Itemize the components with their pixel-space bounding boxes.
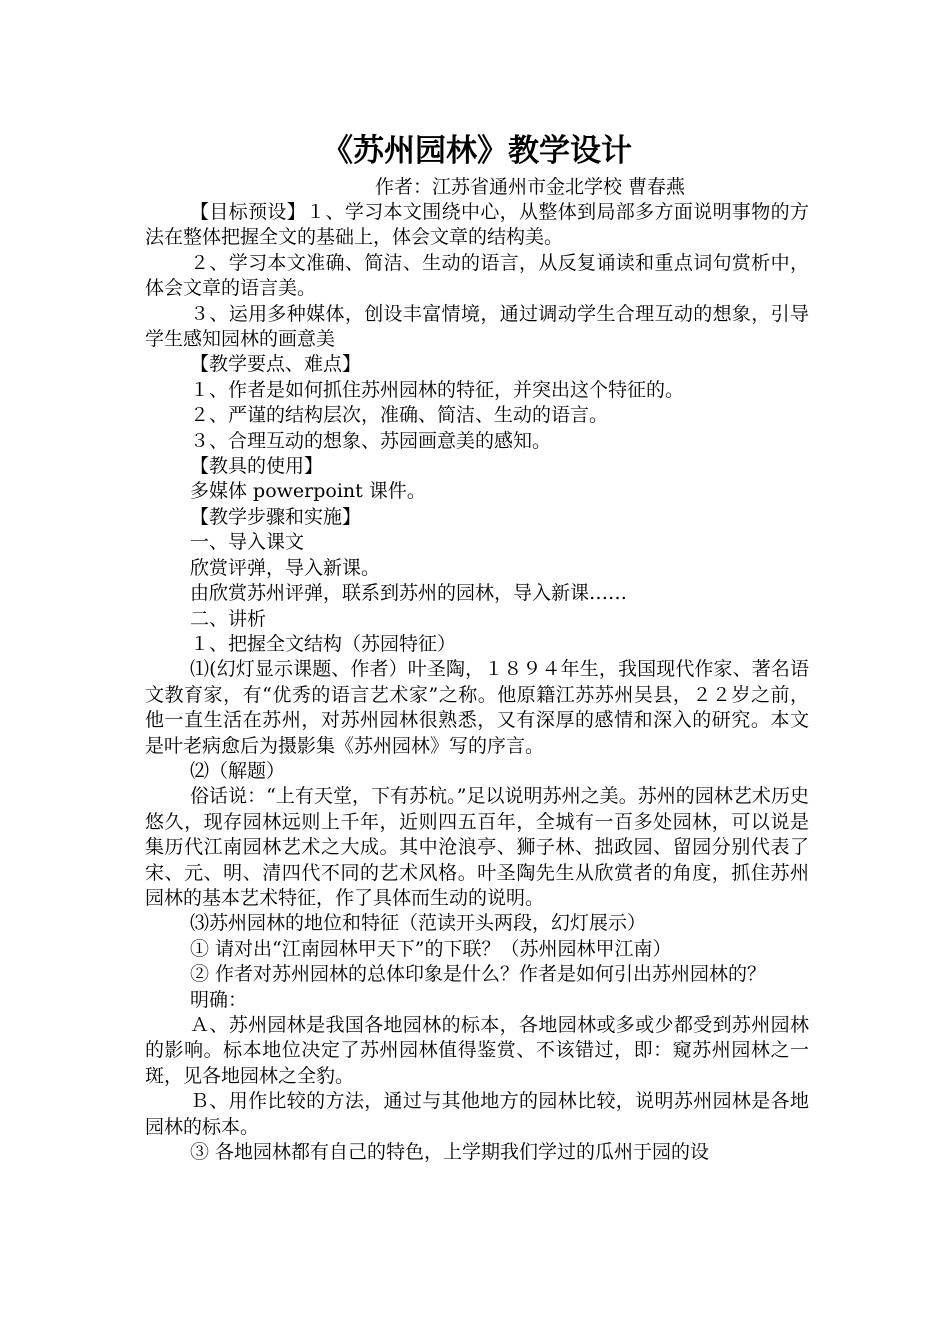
document-author: 作者：江苏省通州市金北学校 曹春燕 xyxy=(374,176,685,198)
paragraph: ② 作者对苏州园林的总体印象是什么？作者是如何引出苏州园林的？ xyxy=(190,963,767,986)
paragraph: ⑶苏州园林的地位和特征（范读开头两段，幻灯展示） xyxy=(190,912,647,935)
section-heading: 【教学要点、难点】 xyxy=(190,353,362,376)
document-title: 《苏州园林》教学设计 xyxy=(322,133,632,169)
paragraph: ① 请对出“江南园林甲天下”的下联？（苏州园林甲江南） xyxy=(190,937,672,960)
paragraph: 明确： xyxy=(190,988,248,1011)
paragraph: １、把握全文结构（苏园特征） xyxy=(190,632,457,655)
paragraph: 由欣赏苏州评弹，联系到苏州的园林，导入新课…… xyxy=(190,582,628,605)
paragraph: 二、讲析 xyxy=(190,607,267,630)
paragraph: ⑵（解题） xyxy=(190,759,286,782)
paragraph: Ａ、苏州园林是我国各地园林的标本，各地园林或多或少都受到苏州园林的影响。标本地位决定了苏州园林值得鉴赏、不该错过，即：窥苏州园林之一斑，见各地园林之全豹。 xyxy=(145,1014,809,1087)
section-heading: 【教具的使用】 xyxy=(190,455,324,478)
document-body xyxy=(145,200,809,1165)
paragraph: 多媒体 powerpoint 课件。 xyxy=(190,480,426,503)
paragraph: 一、导入课文 xyxy=(190,531,305,554)
paragraph: ３、合理互动的想象、苏园画意美的感知。 xyxy=(190,429,552,452)
section-heading: 【教学步骤和实施】 xyxy=(190,505,362,528)
paragraph: Ｂ、用作比较的方法，通过与其他地方的园林比较，说明苏州园林是各地园林的标本。 xyxy=(145,1090,809,1138)
paragraph: ２、学习本文准确、简洁、生动的语言，从反复诵读和重点词句赏析中，体会文章的语言美。 xyxy=(145,251,809,300)
paragraph: ⑴(幻灯显示课题、作者）叶圣陶，１８９４年生，我国现代作家、著名语文教育家，有“优秀的语言艺术家”之称。他原籍江苏苏州吴县，２２岁之前，他一直生活在苏州，对苏州园林很熟悉，又有深厚的感情和深入的研究。本文是叶老病愈后为摄影集《苏州园林》写的序言。 xyxy=(145,658,809,757)
paragraph: 【目标预设】１、学习本文围绕中心，从整体到局部多方面说明事物的方法在整体把握全文的基础上，体会文章的结构美。 xyxy=(145,201,809,249)
paragraph: ③ 各地园林都有自己的特色，上学期我们学过的瓜州于园的设 xyxy=(190,1141,710,1164)
paragraph: 欣赏评弹，导入新课。 xyxy=(190,556,381,579)
paragraph: １、作者是如何抓住苏州园林的特征，并突出这个特征的。 xyxy=(190,378,685,401)
paragraph: ２、严谨的结构层次，准确、简洁、生动的语言。 xyxy=(190,404,609,427)
paragraph: ３、运用多种媒体，创设丰富情境，通过调动学生合理互动的想象，引导学生感知园林的画意美 xyxy=(145,302,809,351)
paragraph: 俗话说：“上有天堂，下有苏杭。”足以说明苏州之美。苏州的园林艺术历史悠久，现存园林远则上千年，近则四五百年，全城有一百多处园林，可以说是集历代江南园林艺术之大成。其中沧浪亭、狮子林、拙政园、留园分别代表了宋、元、明、清四代不同的艺术风格。叶圣陶先生从欣赏者的角度，抓住苏州园林的基本艺术特征，作了具体而生动的说明。 xyxy=(145,785,809,909)
document-page xyxy=(145,128,809,1165)
